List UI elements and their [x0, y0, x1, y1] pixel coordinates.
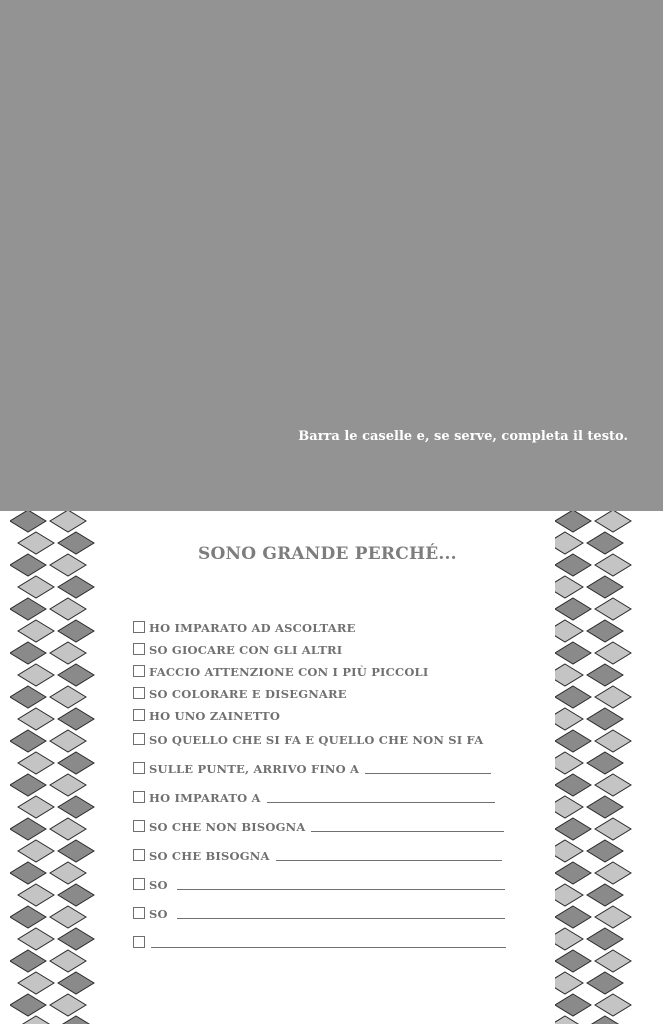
checklist-item-label: SO CHE BISOGNA	[149, 849, 270, 863]
diamond-shape	[555, 928, 583, 950]
diamond-shape	[10, 950, 46, 972]
checklist-item	[133, 729, 483, 747]
diamond-shape	[10, 818, 46, 840]
diamond-shape	[555, 620, 583, 642]
diamond-shape	[595, 818, 631, 840]
diamond-shape	[58, 708, 94, 730]
diamond-shape	[555, 664, 583, 686]
diamond-shape	[18, 620, 54, 642]
checklist-item-label: HO IMPARATO A	[149, 791, 261, 805]
diamond-shape	[555, 1016, 583, 1024]
diamond-shape	[58, 928, 94, 950]
checkbox[interactable]	[133, 621, 145, 633]
diamond-shape	[595, 598, 631, 620]
checklist-item-label: HO UNO ZAINETTO	[149, 709, 281, 723]
diamond-shape	[555, 994, 591, 1016]
checkbox[interactable]	[133, 791, 145, 803]
diamond-shape	[10, 511, 46, 532]
diamond-shape	[587, 576, 623, 598]
diamond-shape	[50, 598, 86, 620]
diamond-shape	[10, 774, 46, 796]
diamond-shape	[555, 708, 583, 730]
checkbox[interactable]	[133, 878, 145, 890]
diamond-shape	[555, 884, 583, 906]
diamond-shape	[595, 994, 631, 1016]
diamond-shape	[595, 686, 631, 708]
diamond-shape	[555, 598, 591, 620]
diamond-shape	[595, 511, 631, 532]
diamond-shape	[50, 994, 86, 1016]
checkbox[interactable]	[133, 643, 145, 655]
checklist-item-label: SO COLORARE E DISEGNARE	[149, 687, 347, 701]
checklist-item-label: HO IMPARATO AD ASCOLTARE	[149, 621, 356, 635]
diamond-shape	[587, 972, 623, 994]
checkbox[interactable]	[133, 849, 145, 861]
diamond-shape	[10, 554, 46, 576]
diamond-shape	[18, 576, 54, 598]
diamond-shape	[587, 1016, 623, 1024]
checklist-item	[133, 639, 342, 657]
diamond-shape	[50, 730, 86, 752]
diamond-shape	[555, 818, 591, 840]
diamond-shape	[50, 774, 86, 796]
diamond-shape	[58, 884, 94, 906]
checklist-item	[133, 617, 356, 635]
diamond-shape	[50, 554, 86, 576]
diamond-shape	[18, 1016, 54, 1024]
diamond-shape	[555, 554, 591, 576]
diamond-shape	[50, 950, 86, 972]
diamond-shape	[595, 862, 631, 884]
diamond-shape	[555, 774, 591, 796]
diamond-shape	[555, 752, 583, 774]
diamond-shape	[18, 972, 54, 994]
diamond-shape	[50, 511, 86, 532]
diamond-shape	[10, 686, 46, 708]
checklist-item-label: SO	[149, 878, 168, 892]
diamond-shape	[587, 884, 623, 906]
checklist-item	[133, 903, 505, 921]
diamond-shape	[10, 906, 46, 928]
diamond-shape	[595, 642, 631, 664]
diamond-shape	[587, 752, 623, 774]
checkbox[interactable]	[133, 733, 145, 745]
answer-line[interactable]	[267, 802, 495, 803]
diamond-shape	[555, 532, 583, 554]
diamond-shape	[18, 752, 54, 774]
diamond-shape	[18, 532, 54, 554]
diamond-shape	[50, 642, 86, 664]
diamond-shape	[58, 1016, 94, 1024]
checklist-item	[133, 787, 495, 805]
diamond-shape	[587, 840, 623, 862]
diamond-shape	[555, 906, 591, 928]
worksheet-page	[0, 511, 663, 1024]
diamond-shape	[10, 862, 46, 884]
diamond-shape	[58, 576, 94, 598]
checklist-item-label: SO GIOCARE CON GLI ALTRI	[149, 643, 343, 657]
checklist-item	[133, 816, 504, 834]
diamond-shape	[555, 576, 583, 598]
diamond-shape	[595, 730, 631, 752]
diamond-shape	[587, 620, 623, 642]
diamond-shape	[555, 511, 591, 532]
diamond-shape	[10, 598, 46, 620]
diamond-shape	[587, 664, 623, 686]
worksheet-title: SONO GRANDE PERCHÉ...	[198, 544, 457, 564]
checklist-item-label: SO QUELLO CHE SI FA E QUELLO CHE NON SI FA	[149, 733, 484, 747]
checklist-item	[133, 874, 505, 892]
checklist-item	[133, 758, 491, 776]
checkbox[interactable]	[133, 907, 145, 919]
checklist-item	[133, 683, 347, 701]
diamond-shape	[50, 686, 86, 708]
diamond-shape	[50, 818, 86, 840]
diamond-shape	[587, 532, 623, 554]
checklist-item-label: SO CHE NON BISOGNA	[149, 820, 306, 834]
diamond-shape	[58, 840, 94, 862]
diamond-shape	[555, 796, 583, 818]
diamond-shape	[555, 972, 583, 994]
answer-line[interactable]	[177, 918, 505, 919]
checklist-item	[133, 845, 502, 863]
checkbox[interactable]	[133, 687, 145, 699]
checkbox[interactable]	[133, 820, 145, 832]
checkbox[interactable]	[133, 762, 145, 774]
instruction-text: Barra le caselle e, se serve, completa il testo.	[298, 429, 628, 444]
diamond-shape	[555, 686, 591, 708]
diamond-shape	[10, 642, 46, 664]
diamond-shape	[18, 928, 54, 950]
answer-line[interactable]	[365, 773, 491, 774]
diamond-shape	[595, 950, 631, 972]
diamond-shape	[587, 796, 623, 818]
diamond-shape	[555, 730, 591, 752]
checklist-item	[133, 705, 280, 723]
diamond-shape	[58, 620, 94, 642]
checkbox[interactable]	[133, 936, 145, 948]
diamond-shape	[18, 840, 54, 862]
diamond-shape	[18, 708, 54, 730]
diamond-shape	[10, 994, 46, 1016]
diamond-shape	[18, 664, 54, 686]
diamond-shape	[18, 796, 54, 818]
diamond-shape	[58, 664, 94, 686]
diamond-shape	[587, 928, 623, 950]
answer-line[interactable]	[177, 889, 505, 890]
header-panel	[0, 0, 663, 511]
checklist-item	[133, 661, 428, 679]
answer-line[interactable]	[151, 947, 506, 948]
checklist-item-label: FACCIO ATTENZIONE CON I PIÙ PICCOLI	[149, 665, 429, 679]
diamond-shape	[595, 554, 631, 576]
diamond-shape	[587, 708, 623, 730]
diamond-shape	[58, 752, 94, 774]
checkbox[interactable]	[133, 665, 145, 677]
diamond-shape	[555, 950, 591, 972]
diamond-shape	[555, 642, 591, 664]
right-diamond-border	[555, 511, 645, 1024]
diamond-shape	[50, 906, 86, 928]
diamond-shape	[58, 972, 94, 994]
answer-line[interactable]	[276, 860, 502, 861]
diamond-shape	[18, 884, 54, 906]
diamond-shape	[50, 862, 86, 884]
diamond-shape	[595, 774, 631, 796]
checkbox[interactable]	[133, 709, 145, 721]
diamond-shape	[58, 532, 94, 554]
checklist-item-label: SULLE PUNTE, ARRIVO FINO A	[149, 762, 360, 776]
checklist-item-label: SO	[149, 907, 168, 921]
diamond-shape	[595, 906, 631, 928]
diamond-shape	[555, 862, 591, 884]
checklist-item	[133, 932, 506, 950]
left-diamond-border	[10, 511, 100, 1024]
answer-line[interactable]	[311, 831, 504, 832]
diamond-shape	[555, 840, 583, 862]
diamond-shape	[58, 796, 94, 818]
diamond-shape	[10, 730, 46, 752]
